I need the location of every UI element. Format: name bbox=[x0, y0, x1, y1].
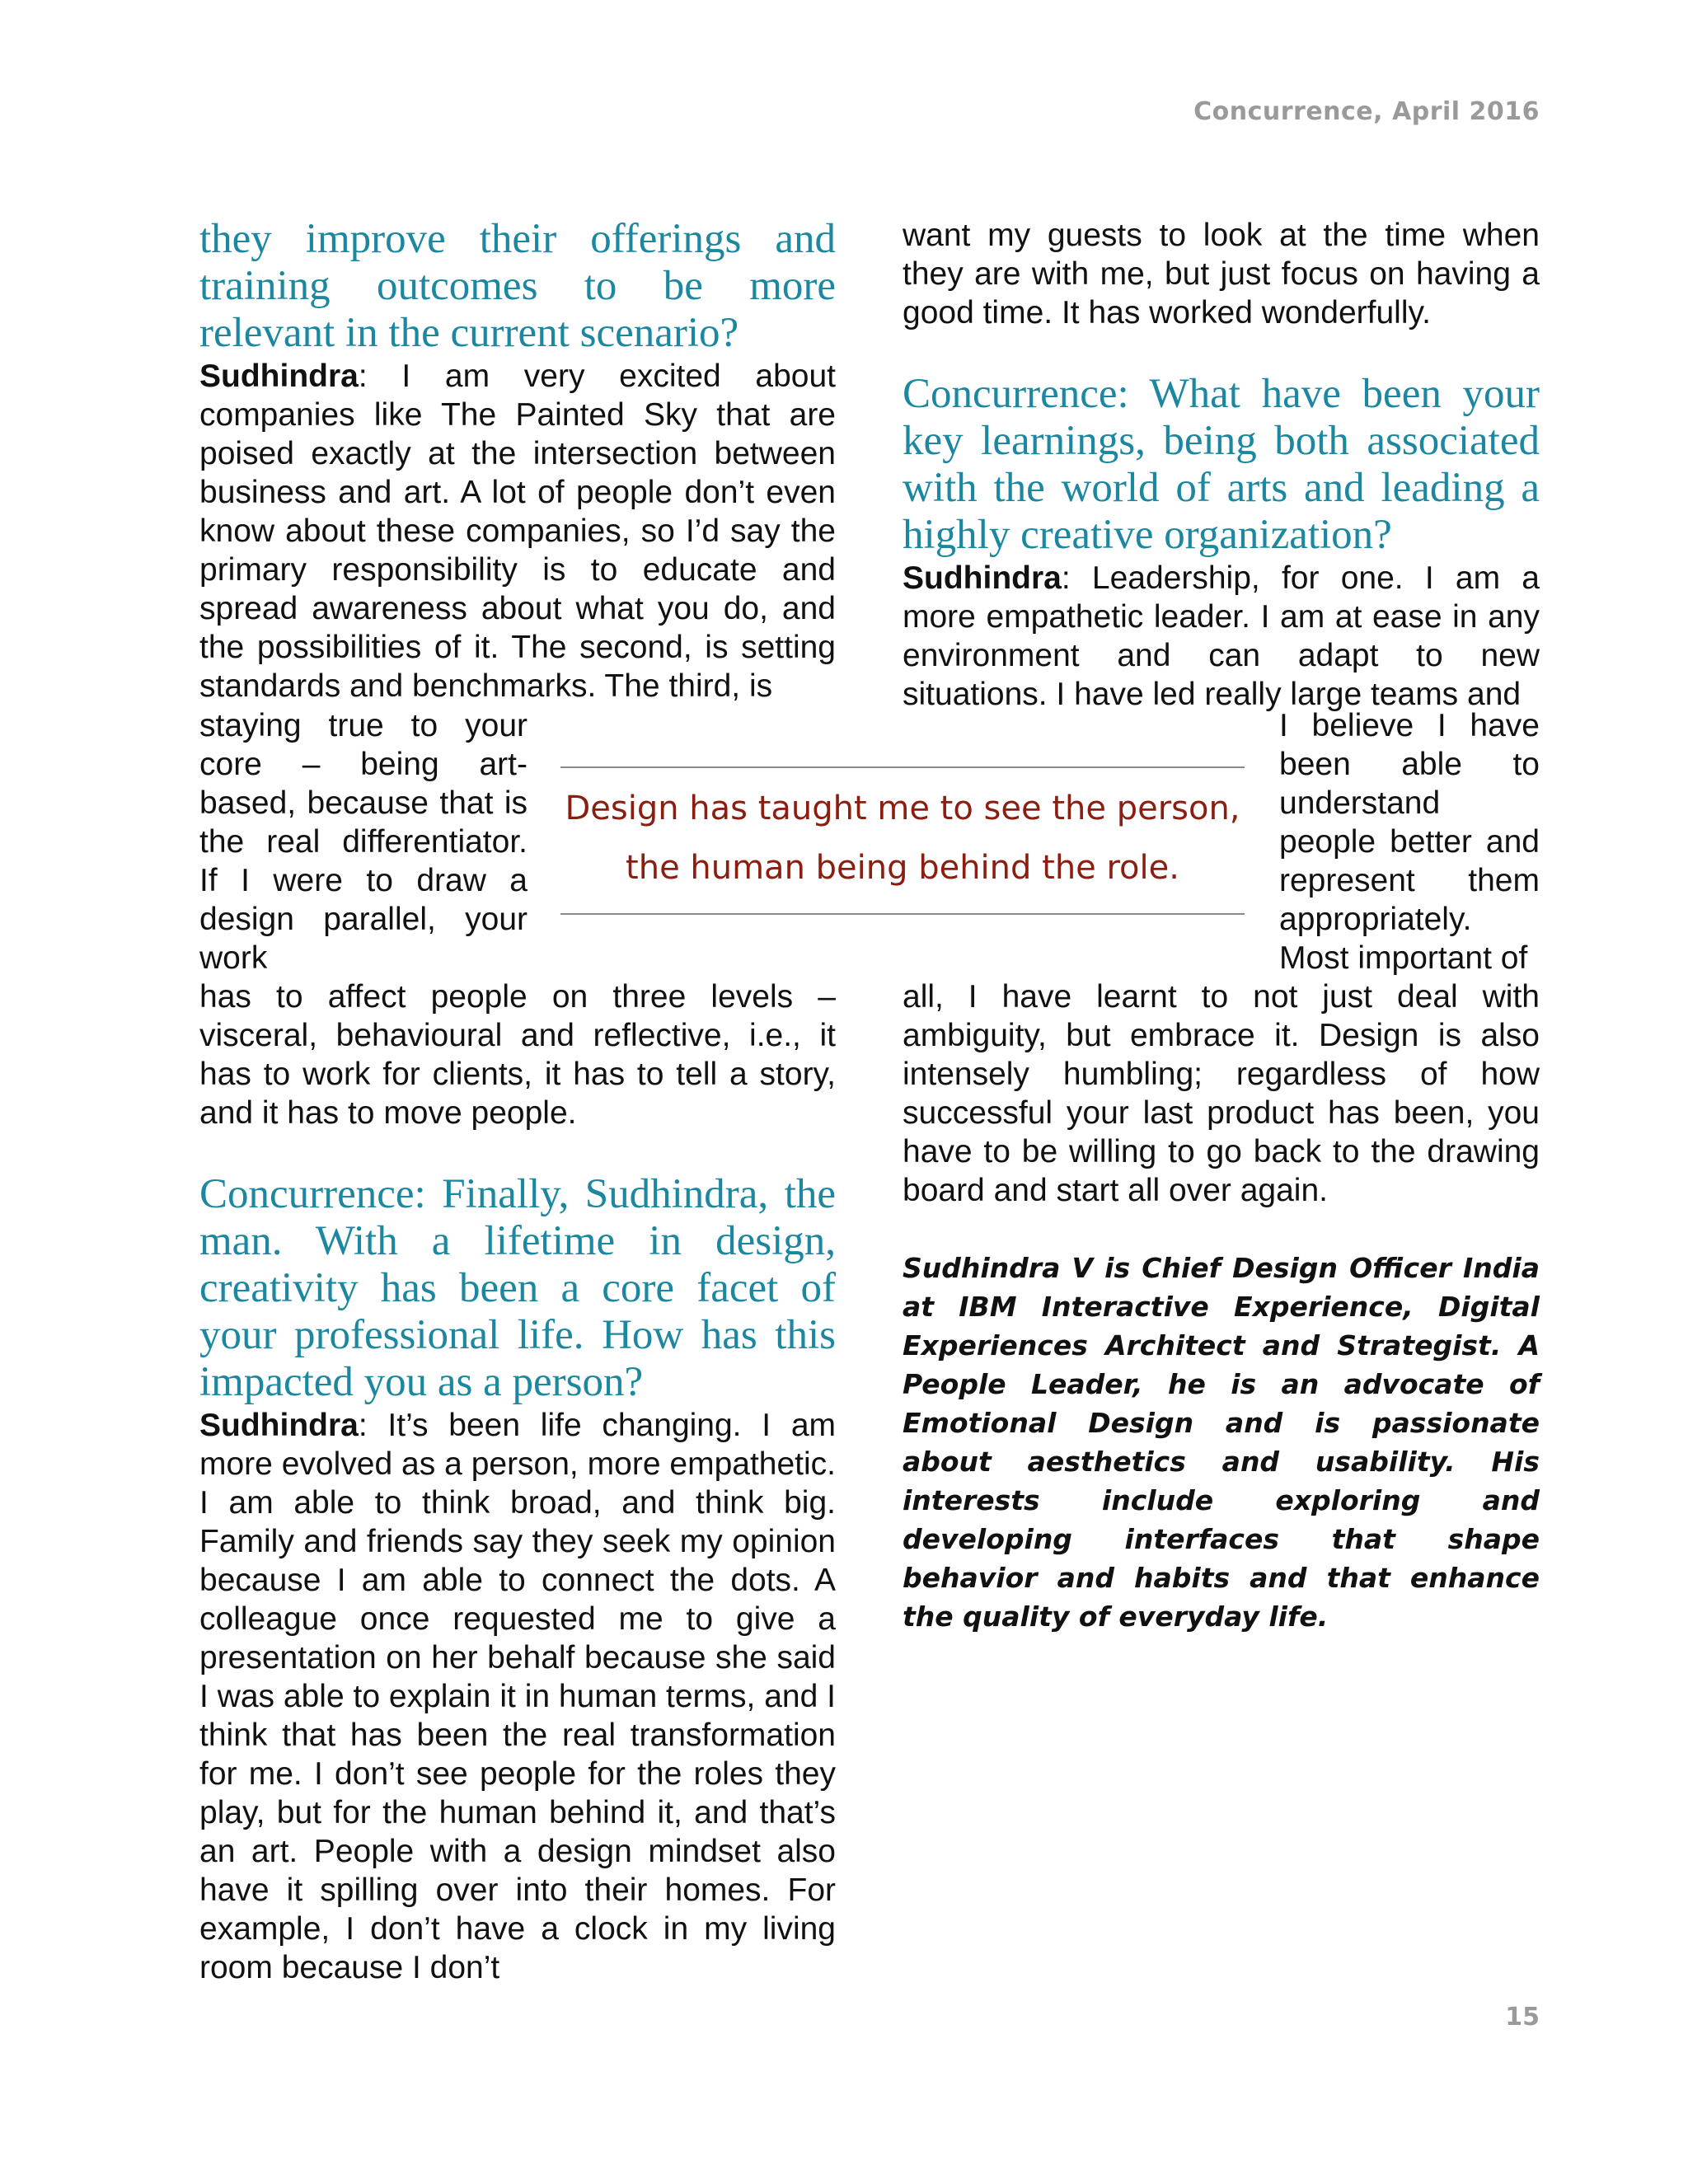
speaker-name: Sudhindra bbox=[199, 1408, 359, 1443]
answer-paragraph-2 bbox=[199, 1406, 836, 1987]
author-bio: Sudhindra V is Chief Design Officer India at IBM Interactive Experience, Digital Experiences Architect and Strategist. A People Leader, he is an advocate of Emotional Design and is passionate about aesthetics and usability. His interests include exploring and developing interfaces that shape behavior and habits and that enhance the quality of everyday life. bbox=[903, 1252, 1540, 1633]
answer-paragraph-1-end: has to affect people on three levels – visceral, behavioural and reflective, i.e., it has to work for clients, it has to tell a story, and it has to move people. bbox=[199, 979, 836, 1131]
pull-quote bbox=[560, 766, 1245, 915]
spacer bbox=[903, 332, 1540, 371]
question-2: Concurrence: Finally, Sudhindra, the man. With a lifetime in design, creativity has been a core facet of your professional life. How has this impacted you as a person? bbox=[199, 1171, 836, 1405]
speaker-name: Sudhindra bbox=[903, 560, 1062, 596]
pull-quote-bottom-rule bbox=[560, 913, 1245, 915]
answer-text: : Leadership, for one. I am a more empathetic leader. I am at ease in any environment and can adapt to new situations. I have led really large teams and bbox=[903, 560, 1540, 712]
right-wrap-text: I believe I have been able to understand people better and represent them appropriately. Most important of bbox=[1279, 708, 1540, 976]
page-number: 15 bbox=[1505, 2003, 1540, 2032]
answer-paragraph-1 bbox=[199, 357, 836, 705]
answer-paragraph-3 bbox=[903, 559, 1540, 714]
question-3: Concurrence: What have been your key learnings, being both associated with the world of arts and leading a highly creative organization? bbox=[903, 371, 1540, 558]
spacer bbox=[903, 1210, 1540, 1249]
left-column-upper bbox=[199, 216, 836, 705]
answer-text: : It’s been life changing. I am more evolved as a person, more empathetic. I am able to think broad, and think big. Family and friends say they seek my opinion because I am able to connect the dots. A colleague once requested me to give a presentation on her behalf because she said I was able to explain it in human terms, and I think that has been the real transformation for me. I don’t see people for the roles they play, but for the human behind it, and that’s an art. People with a design mindset also have it spilling over into their homes. For example, I don’t have a clock in my living room because I don’t bbox=[199, 1408, 836, 1985]
publication-header: Concurrence, April 2016 bbox=[1193, 97, 1540, 126]
speaker-name: Sudhindra bbox=[199, 359, 359, 394]
answer-paragraph-3-end: all, I have learnt to not just deal with ambiguity, but embrace it. Design is also intensely humbling; regardless of how successful your last product has been, you have to be willing to go back to the drawing board and start all over again. bbox=[903, 979, 1540, 1208]
spacer bbox=[199, 1132, 836, 1171]
answer-text: : I am very excited about companies like The Painted Sky that are poised exactly at the intersection between business and art. A lot of people don’t even know about these companies, so I’d say the primary responsibility is to educate and spread awareness about what you do, and the possibilities of it. The second, is setting standards and benchmarks. The third, is bbox=[199, 359, 836, 704]
continued-paragraph: want my guests to look at the time when they are with me, but just focus on having a good time. It has worked wonderfully. bbox=[903, 218, 1540, 330]
question-continued: they improve their offerings and training outcomes to be more relevant in the current scenario? bbox=[199, 216, 836, 356]
right-column-upper bbox=[903, 216, 1540, 714]
pull-quote-top-rule bbox=[560, 766, 1245, 768]
pull-quote-line-2: the human being behind the role. bbox=[626, 849, 1179, 887]
left-wrap-text: staying true to your core – being art-based, because that is the real differentiator. If I were to draw a design parallel, your work bbox=[199, 708, 528, 976]
right-column-lower bbox=[903, 977, 1540, 1636]
pull-quote-line-1: Design has taught me to see the person, bbox=[565, 790, 1240, 827]
left-column-lower bbox=[199, 977, 836, 1987]
